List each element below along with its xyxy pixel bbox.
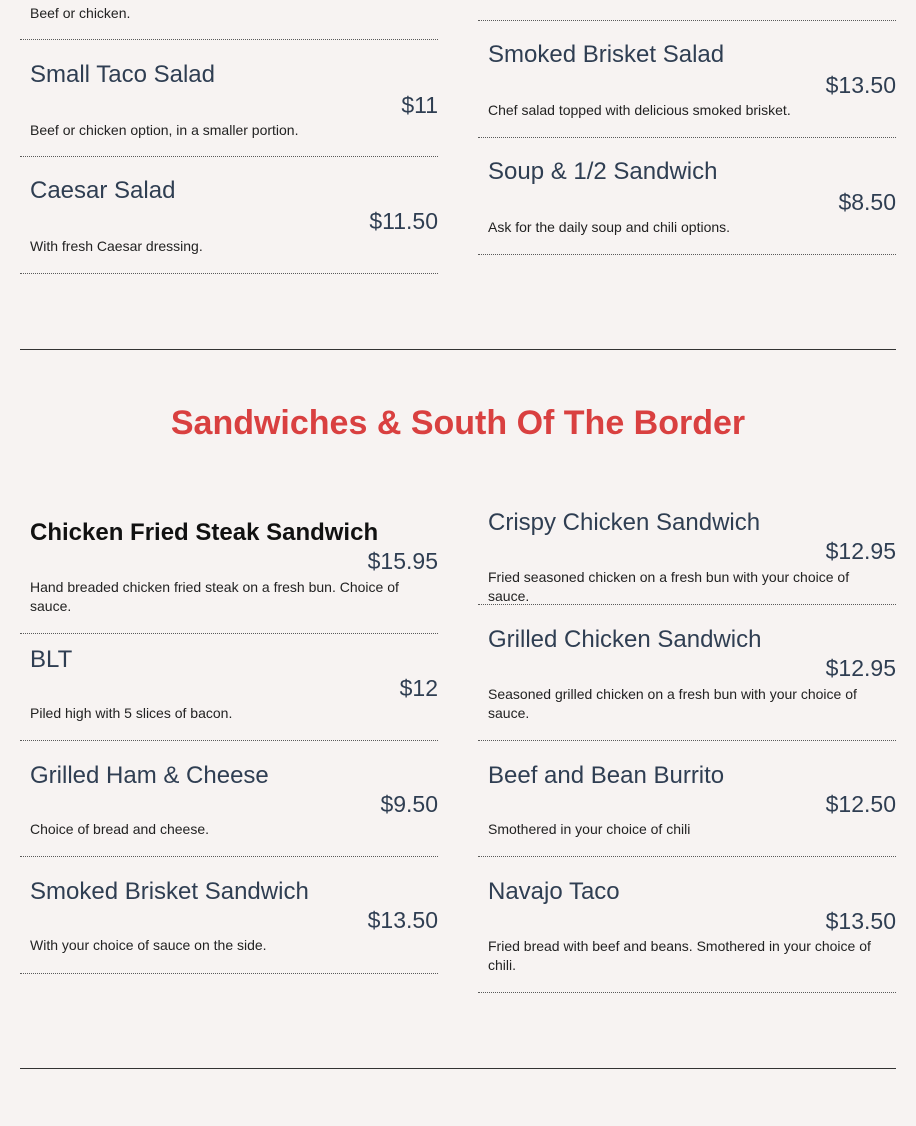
item-price: $8.50 [838,189,896,215]
item-name: Smoked Brisket Sandwich [30,878,309,905]
item-name: Chicken Fried Steak Sandwich [30,519,379,546]
item-name: Smoked Brisket Salad [488,41,725,68]
item-description: With your choice of sauce on the side. [30,937,267,953]
menu-item [478,497,896,605]
item-price: $15.95 [367,548,438,574]
item-price: $9.50 [380,791,438,817]
item-description: Smothered in your choice of chili [488,821,691,837]
item-price: $11 [401,92,438,118]
item-description: Hand breaded chicken fried steak on a fresh bun. Choice of sauce. [30,579,399,614]
menu-item [20,157,438,274]
menu-item [20,497,438,634]
item-description: Beef or chicken. [30,5,131,21]
item-description: Seasoned grilled chicken on a fresh bun with your choice of sauce. [488,686,857,721]
section-divider [20,1068,896,1069]
salads-right-column [478,0,896,255]
item-description: Piled high with 5 slices of bacon. [30,705,233,721]
salads-left-column [20,0,438,274]
item-price: $13.50 [367,907,438,933]
item-description: Beef or chicken option, in a smaller portion. [30,122,299,138]
item-name: Navajo Taco [488,878,620,905]
menu-item [20,741,438,857]
section-divider [20,349,896,350]
item-name: BLT [30,646,73,673]
menu-item [478,21,896,138]
menu-item [20,634,438,741]
item-description: Fried bread with beef and beans. Smothered in your choice of chili. [488,938,871,973]
sandwiches-right-column [478,497,896,993]
item-description: Choice of bread and cheese. [30,821,210,837]
menu-item [478,857,896,993]
item-name: Beef and Bean Burrito [488,762,725,789]
item-name: Soup & 1/2 Sandwich [488,158,718,185]
item-price: $12.95 [825,538,896,564]
item-name: Grilled Ham & Cheese [30,762,269,789]
section-title: Sandwiches & South Of The Border [170,404,746,442]
menu-item [478,605,896,741]
item-price: $13.50 [825,908,896,934]
item-description: Ask for the daily soup and chili options. [488,219,731,235]
menu-item [478,138,896,255]
item-description: With fresh Caesar dressing. [30,238,203,254]
item-price: $12 [399,675,438,701]
item-description: Fried seasoned chicken on a fresh bun with your choice of sauce. [488,569,850,604]
sandwiches-left-column [20,497,438,974]
menu-item [20,857,438,974]
item-description: Chef salad topped with delicious smoked brisket. [488,102,791,118]
menu-item [20,0,438,40]
menu-item [20,40,438,157]
item-price: $13.50 [825,72,896,98]
menu-item [478,0,896,21]
item-name: Small Taco Salad [30,61,215,88]
item-price: $12.50 [825,791,896,817]
item-name: Crispy Chicken Sandwich [488,509,761,536]
item-name: Caesar Salad [30,177,176,204]
item-price: $12.95 [825,655,896,681]
item-price: $11.50 [369,208,438,234]
item-name: Grilled Chicken Sandwich [488,626,762,653]
menu-item [478,741,896,857]
